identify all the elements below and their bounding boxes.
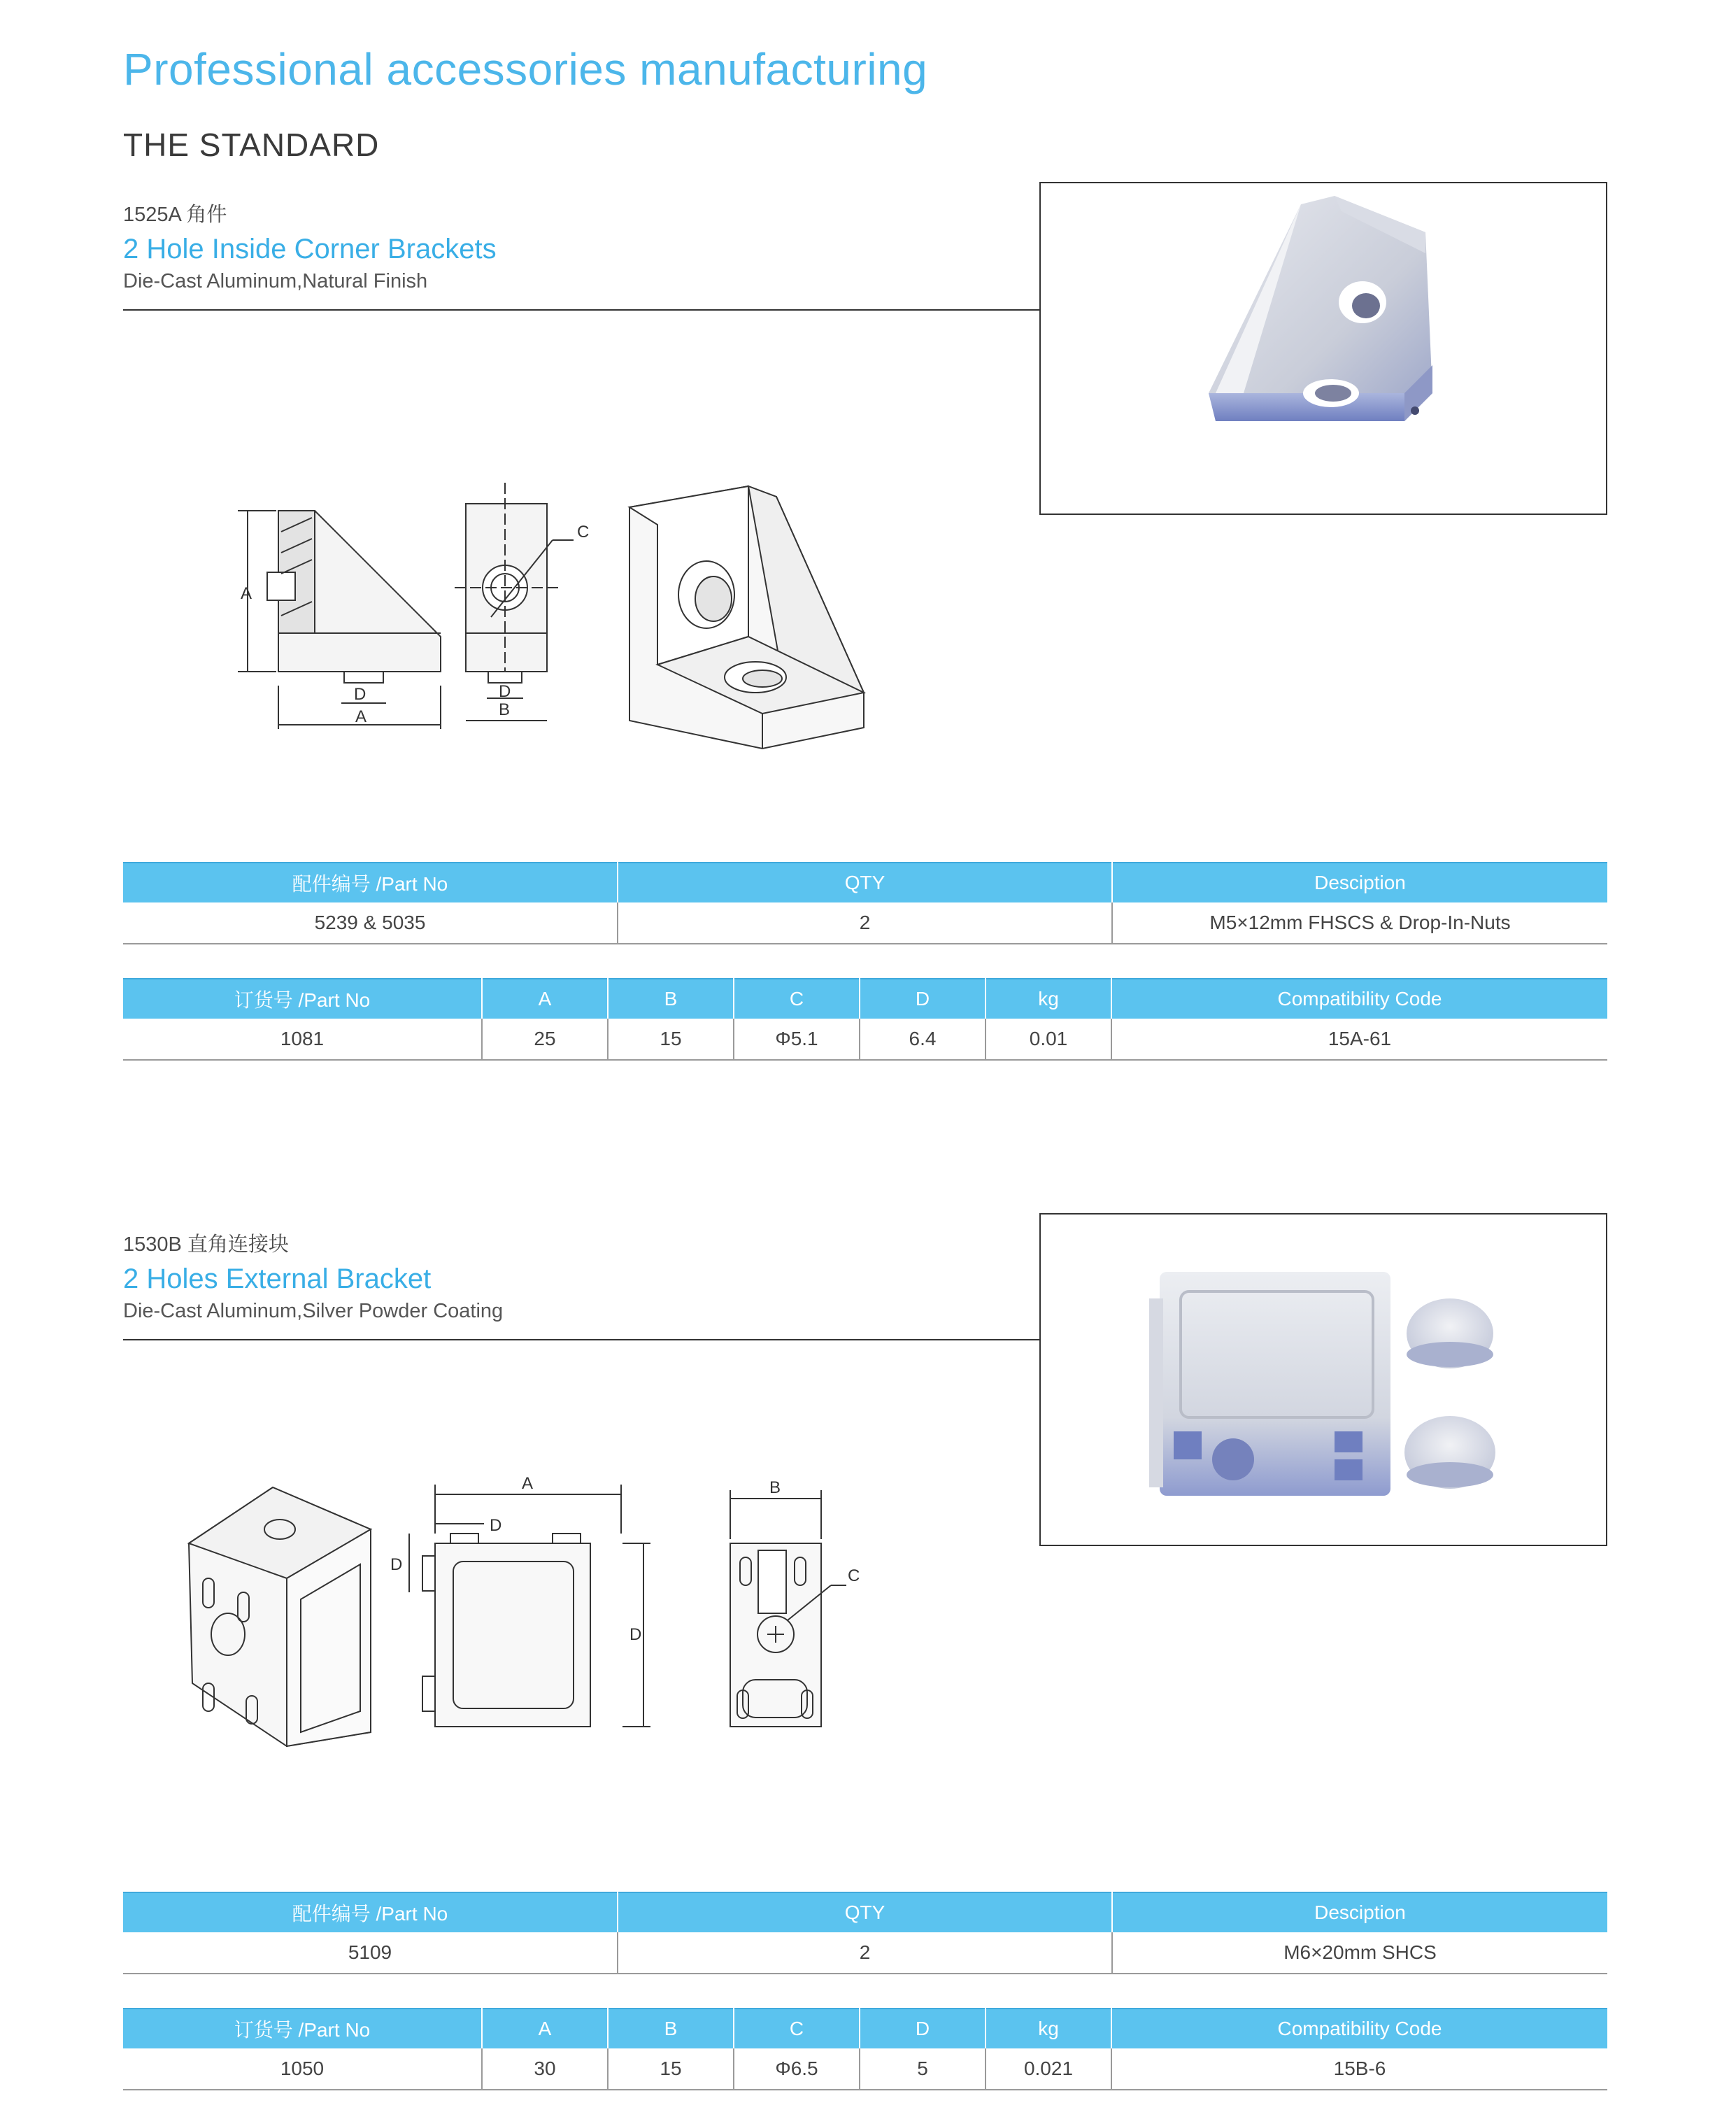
table-cell: 5109 [123,1932,618,1974]
col-header-compat: Compatibility Code [1111,2009,1607,2048]
table-cell: 15 [608,1019,734,1060]
dim-label-d-left: D [390,1555,403,1574]
dim-label-a-vertical: A [241,584,252,603]
col-header-part-no: 配件编号 /Part No [123,1892,618,1932]
technical-drawing [224,462,881,770]
page-title: Professional accessories manufacturing [123,44,928,94]
dim-label-b: B [769,1478,781,1497]
col-header-kg: kg [986,2009,1111,2048]
divider [123,309,1041,311]
col-header-d: D [860,2009,986,2048]
col-header-qty: QTY [618,863,1112,902]
table-cell: Φ5.1 [734,1019,860,1060]
table-row [123,902,1607,944]
col-header-qty: QTY [618,1892,1112,1932]
parts-table [123,862,1607,944]
order-table [123,978,1607,1061]
table-cell: 30 [482,2048,608,2090]
product-title: 2 Hole Inside Corner Brackets [123,234,497,264]
technical-drawing [182,1466,881,1760]
table-cell: 2 [618,1932,1112,1974]
table-cell: M6×20mm SHCS [1112,1932,1607,1974]
external-bracket-photo [1041,1215,1609,1548]
divider [123,1339,1041,1340]
order-table [123,2008,1607,2090]
parts-table [123,1892,1607,1974]
corner-bracket-photo [1041,183,1609,516]
col-header-part-no: 配件编号 /Part No [123,863,618,902]
product-title: 2 Holes External Bracket [123,1263,432,1294]
table-cell: Φ6.5 [734,2048,860,2090]
table-row [123,1932,1607,1974]
col-header-order-no: 订货号 /Part No [123,2009,482,2048]
table-cell: 1050 [123,2048,482,2090]
col-header-order-no: 订货号 /Part No [123,979,482,1019]
dim-label-d: D [354,685,367,704]
dim-label-d-front: D [499,682,511,701]
table-cell: 0.01 [986,1019,1111,1060]
dim-label-c: C [577,523,590,541]
col-header-kg: kg [986,979,1111,1019]
table-cell: 6.4 [860,1019,986,1060]
table-row [123,2048,1607,2090]
table-row [123,1019,1607,1060]
dim-label-d-top: D [490,1516,502,1535]
table-cell: 15B-6 [1111,2048,1607,2090]
table-cell: M5×12mm FHSCS & Drop-In-Nuts [1112,902,1607,944]
dim-label-b: B [499,700,511,719]
dim-label-c: C [848,1566,860,1585]
product-description: Die-Cast Aluminum,Natural Finish [123,270,428,292]
dim-label-d-right: D [629,1625,642,1644]
table-cell: 5 [860,2048,986,2090]
table-cell: 15 [608,2048,734,2090]
table-cell: 25 [482,1019,608,1060]
col-header-b: B [608,979,734,1019]
table-cell: 0.021 [986,2048,1111,2090]
col-header-c: C [734,979,860,1019]
section-subtitle: THE STANDARD [123,127,380,163]
dim-label-a: A [522,1474,534,1493]
dim-label-a: A [355,707,367,726]
col-header-d: D [860,979,986,1019]
table-cell: 1081 [123,1019,482,1060]
product-photo [1039,1213,1607,1546]
col-header-a: A [482,2009,608,2048]
col-header-description: Desciption [1112,863,1607,902]
table-cell: 15A-61 [1111,1019,1607,1060]
table-cell: 5239 & 5035 [123,902,618,944]
col-header-c: C [734,2009,860,2048]
product-description: Die-Cast Aluminum,Silver Powder Coating [123,1300,504,1322]
col-header-b: B [608,2009,734,2048]
col-header-description: Desciption [1112,1892,1607,1932]
product-code: 1525A 角件 [123,204,227,226]
col-header-compat: Compatibility Code [1111,979,1607,1019]
table-cell: 2 [618,902,1112,944]
col-header-a: A [482,979,608,1019]
product-code: 1530B 直角连接块 [123,1233,289,1256]
product-photo [1039,182,1607,515]
